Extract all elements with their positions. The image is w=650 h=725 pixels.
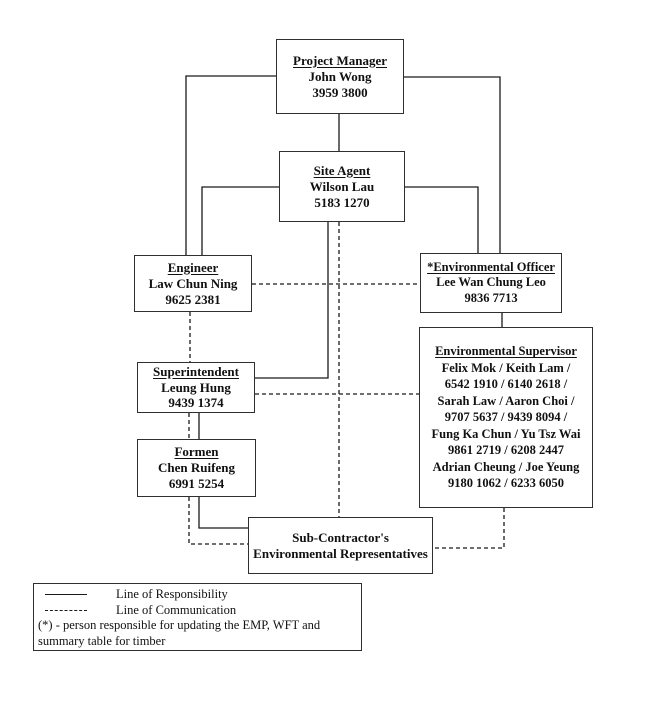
node-site-agent bbox=[279, 151, 405, 222]
node-member-line: Felix Mok / Keith Lam / bbox=[441, 360, 571, 375]
node-member-line: 9180 1062 / 6233 6050 bbox=[448, 476, 564, 491]
connector-formen-subcontractor-dashed bbox=[189, 497, 248, 544]
node-label-line: Environmental Representatives bbox=[253, 545, 428, 561]
solid-line-icon bbox=[45, 594, 87, 595]
node-member-line: Adrian Cheung / Joe Yeung bbox=[432, 459, 580, 474]
node-title: Superintendent bbox=[153, 364, 239, 380]
node-formen bbox=[137, 439, 256, 497]
node-person: Chen Ruifeng bbox=[158, 460, 235, 475]
node-environmental-supervisor bbox=[419, 327, 593, 508]
connector-site-agent-env-officer bbox=[405, 187, 478, 253]
node-phone: 6991 5254 bbox=[168, 476, 225, 491]
legend-note-line1: (*) - person responsible for updating the EMP, WFT and bbox=[38, 618, 321, 632]
connector-pm-engineer bbox=[186, 76, 276, 255]
node-member-line: 9707 5637 / 9439 8094 / bbox=[444, 410, 568, 425]
node-title: *Environmental Officer bbox=[427, 259, 555, 274]
legend-responsibility-row bbox=[38, 587, 357, 603]
legend-note-line2: summary table for timber bbox=[38, 633, 166, 648]
node-engineer bbox=[134, 255, 252, 312]
node-title: Environmental Supervisor bbox=[435, 344, 577, 359]
node-environmental-officer bbox=[420, 253, 562, 313]
connector-formen-subcontractor bbox=[199, 497, 248, 528]
connector-env-supervisor-subcontractor-dashed bbox=[433, 508, 504, 548]
node-person: John Wong bbox=[308, 68, 372, 84]
node-member-line: Sarah Law / Aaron Choi / bbox=[437, 393, 575, 408]
node-member-line: 9861 2719 / 6208 2447 bbox=[448, 443, 564, 458]
node-phone: 9439 1374 bbox=[168, 395, 224, 411]
connector-pm-env-officer bbox=[404, 77, 500, 253]
node-title: Site Agent bbox=[313, 162, 371, 178]
node-superintendent bbox=[137, 362, 255, 413]
node-phone: 5183 1270 bbox=[314, 194, 370, 210]
legend-responsibility-label: Line of Responsibility bbox=[116, 587, 228, 601]
node-project-manager bbox=[276, 39, 404, 114]
legend-communication-row bbox=[38, 603, 357, 619]
dashed-line-icon bbox=[45, 610, 87, 611]
node-person: Leung Hung bbox=[161, 379, 231, 395]
node-phone: 9625 2381 bbox=[165, 291, 221, 307]
node-member-line: 6542 1910 / 6140 2618 / bbox=[444, 377, 568, 392]
node-person: Wilson Lau bbox=[309, 178, 375, 194]
node-title: Engineer bbox=[167, 259, 219, 275]
connector-site-agent-engineer bbox=[202, 187, 279, 255]
connector-site-agent-superintendent bbox=[255, 222, 328, 378]
node-phone: 9836 7713 bbox=[464, 290, 518, 305]
node-person: Lee Wan Chung Leo bbox=[436, 275, 546, 290]
legend-communication-label: Line of Communication bbox=[116, 602, 237, 617]
node-label-line: Sub-Contractor's bbox=[292, 529, 389, 545]
node-phone: 3959 3800 bbox=[312, 84, 368, 100]
node-person: Law Chun Ning bbox=[148, 275, 238, 291]
node-subcontractor-representatives bbox=[248, 517, 433, 574]
legend-box bbox=[33, 583, 362, 651]
node-title: Project Manager bbox=[293, 52, 387, 68]
node-title: Formen bbox=[174, 444, 219, 459]
node-member-line: Fung Ka Chun / Yu Tsz Wai bbox=[431, 426, 581, 441]
